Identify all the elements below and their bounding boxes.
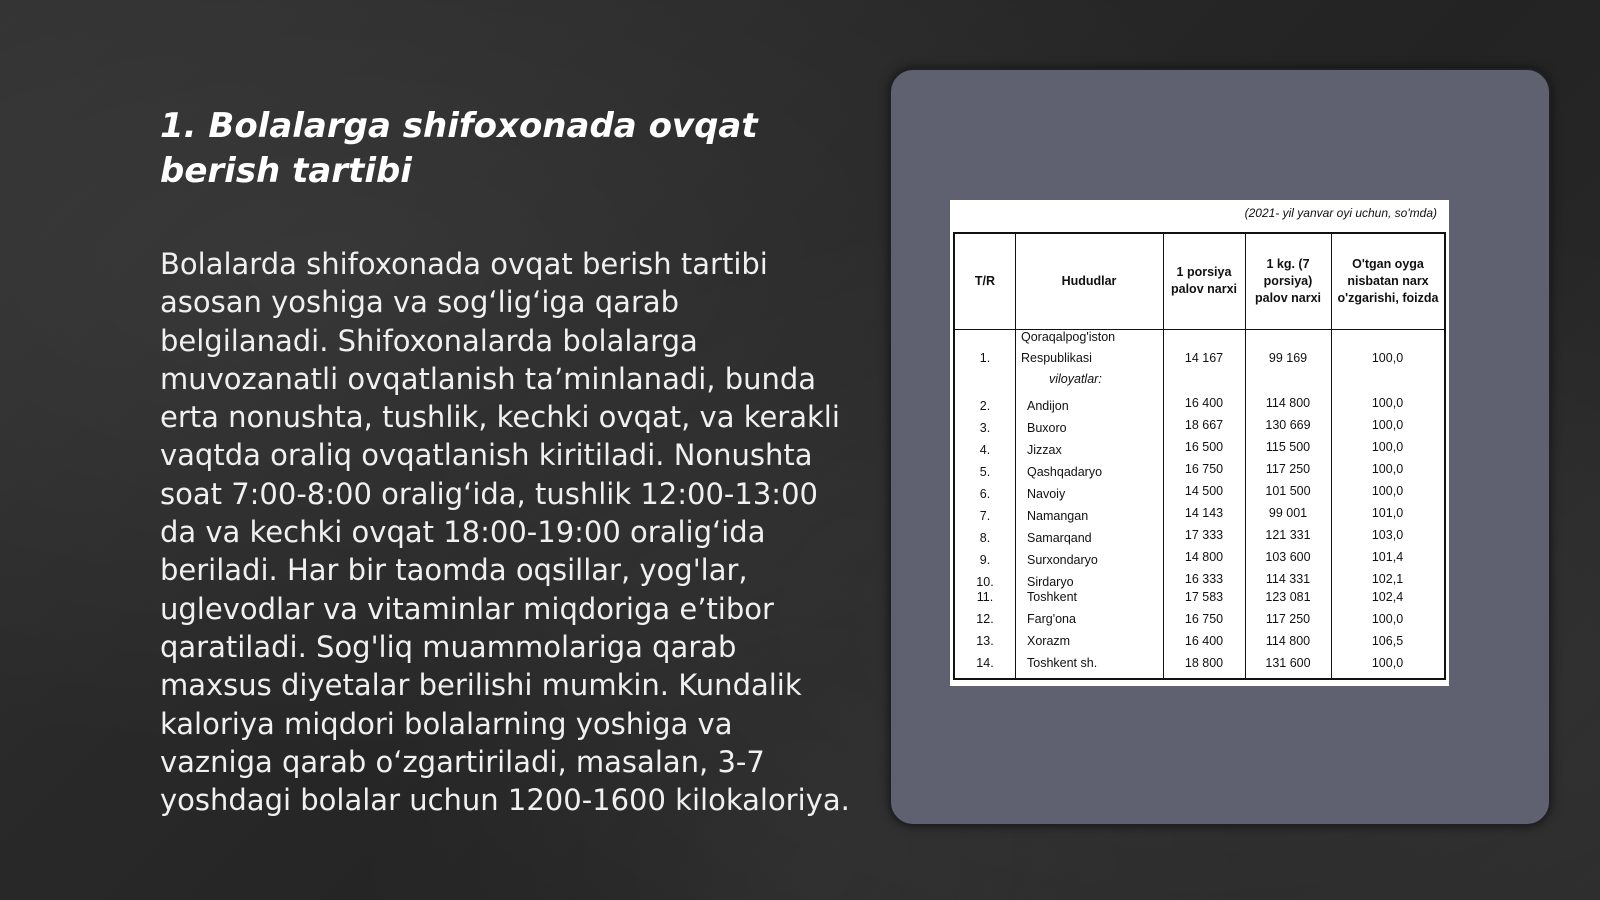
row-number: 8. bbox=[979, 531, 991, 545]
price-change: 100,0 bbox=[1371, 656, 1404, 670]
price-change: 100,0 bbox=[1371, 440, 1404, 454]
header-change: O'tgan oyga nisbatan narx o'zgarishi, foizda bbox=[1337, 256, 1439, 305]
table-row bbox=[955, 481, 1444, 501]
kg-price: 117 250 bbox=[1265, 612, 1311, 626]
portion-price: 18 800 bbox=[1184, 656, 1224, 670]
table-row bbox=[955, 525, 1444, 545]
price-change: 102,1 bbox=[1371, 572, 1404, 586]
kg-price: 117 250 bbox=[1265, 462, 1311, 476]
region-name: Buxoro bbox=[1027, 421, 1067, 435]
price-change: 100,0 bbox=[1371, 351, 1404, 365]
row-number: 12. bbox=[976, 612, 994, 626]
table-subheading: viloyatlar: bbox=[1049, 372, 1102, 386]
portion-price: 18 667 bbox=[1184, 418, 1224, 432]
price-change: 100,0 bbox=[1371, 418, 1404, 432]
portion-price: 17 583 bbox=[1184, 590, 1224, 604]
table-row bbox=[955, 631, 1444, 651]
slide-body-text: Bolalarda shifoxonada ovqat berish tartibi asosan yoshiga va sog‘lig‘iga qarab belgilanadi. Shifoxonalarda bolalarga muvozanatli ovqatlanish ta’minlanadi, bunda erta nonushta, tushlik, kechki ovqat, va kerakli vaqtda oraliq ovqatlanish kiritiladi. Nonushta soat 7:00-8:00 oralig‘ida, tushlik 12:00-13:00 da va kechki ovqat 18:00-19:00 oralig‘ida beriladi. Har bir taomda oqsillar, yog'lar, uglevodlar va vitaminlar miqdoriga e’tibor qaratiladi. Sog'liq muammolariga qarab maxsus diyetalar berilishi mumkin. Kundalik kaloriya miqdori bolalarning yoshiga va vazniga qarab o‘zgartiriladi, masalan, 3-7 yoshdagi bolalar uchun 1200-1600 kilokaloriya. bbox=[160, 247, 850, 818]
price-change: 101,0 bbox=[1371, 506, 1404, 520]
portion-price: 17 333 bbox=[1184, 528, 1224, 542]
region-line1: Qoraqalpog'iston bbox=[1021, 330, 1116, 344]
region-name: Navoiy bbox=[1027, 487, 1066, 501]
row-number: 13. bbox=[976, 634, 994, 648]
portion-price: 14 167 bbox=[1184, 351, 1224, 365]
table-caption: (2021- yil yanvar oyi uchun, so'mda) bbox=[1244, 206, 1437, 220]
kg-price: 131 600 bbox=[1265, 656, 1311, 670]
region-line2: Respublikasi bbox=[1021, 351, 1092, 365]
row-number: 6. bbox=[979, 487, 991, 501]
kg-price: 114 800 bbox=[1265, 396, 1311, 410]
kg-price: 123 081 bbox=[1265, 590, 1311, 604]
portion-price: 14 800 bbox=[1184, 550, 1224, 564]
portion-price: 14 143 bbox=[1184, 506, 1224, 520]
region-name: Farg'ona bbox=[1027, 612, 1076, 626]
region-name: Qashqadaryo bbox=[1027, 465, 1103, 479]
price-change: 100,0 bbox=[1371, 396, 1404, 410]
portion-price: 16 400 bbox=[1184, 396, 1224, 410]
price-change: 100,0 bbox=[1371, 612, 1404, 626]
price-change: 100,0 bbox=[1371, 462, 1404, 476]
header-kg-price: 1 kg. (7 porsiya) palov narxi bbox=[1255, 256, 1321, 305]
kg-price: 99 169 bbox=[1268, 351, 1308, 365]
table-row bbox=[955, 437, 1444, 457]
price-change: 102,4 bbox=[1371, 590, 1404, 604]
kg-price: 99 001 bbox=[1268, 506, 1308, 520]
price-table-image bbox=[950, 200, 1449, 686]
portion-price: 16 750 bbox=[1184, 612, 1224, 626]
price-change: 101,4 bbox=[1371, 550, 1404, 564]
table-row bbox=[955, 547, 1444, 567]
row-number: 9. bbox=[979, 553, 991, 567]
region-name: Sirdaryo bbox=[1027, 575, 1074, 589]
row-number: 11. bbox=[976, 590, 994, 604]
table-row bbox=[955, 393, 1444, 413]
portion-price: 14 500 bbox=[1184, 484, 1224, 498]
header-tr: T/R bbox=[974, 273, 996, 288]
row-number: 5. bbox=[979, 465, 991, 479]
region-name: Namangan bbox=[1027, 509, 1089, 523]
region-name: Jizzax bbox=[1027, 443, 1062, 457]
row-number: 14. bbox=[976, 656, 994, 670]
portion-price: 16 333 bbox=[1184, 572, 1224, 586]
price-table bbox=[953, 232, 1446, 680]
region-name: Xorazm bbox=[1027, 634, 1071, 648]
row-number: 3. bbox=[979, 421, 991, 435]
row-number: 10. bbox=[976, 575, 994, 589]
region-name: Toshkent sh. bbox=[1027, 656, 1098, 670]
table-row bbox=[955, 503, 1444, 523]
table-header bbox=[955, 234, 1444, 330]
row-number: 2. bbox=[979, 399, 991, 413]
portion-price: 16 400 bbox=[1184, 634, 1224, 648]
table-row bbox=[955, 415, 1444, 435]
row-number: 7. bbox=[979, 509, 991, 523]
region-name: Samarqand bbox=[1027, 531, 1092, 545]
portion-price: 16 500 bbox=[1184, 440, 1224, 454]
table-row bbox=[955, 609, 1444, 629]
table-row bbox=[955, 569, 1444, 589]
portion-price: 16 750 bbox=[1184, 462, 1224, 476]
kg-price: 121 331 bbox=[1265, 528, 1311, 542]
region-name: Andijon bbox=[1027, 399, 1069, 413]
price-change: 103,0 bbox=[1371, 528, 1404, 542]
kg-price: 115 500 bbox=[1265, 440, 1311, 454]
price-change: 100,0 bbox=[1371, 484, 1404, 498]
row-number: 1. bbox=[979, 351, 991, 365]
region-name: Surxondaryo bbox=[1027, 553, 1098, 567]
kg-price: 103 600 bbox=[1265, 550, 1311, 564]
kg-price: 130 669 bbox=[1265, 418, 1311, 432]
price-change: 106,5 bbox=[1371, 634, 1404, 648]
row-number: 4. bbox=[979, 443, 991, 457]
kg-price: 114 800 bbox=[1265, 634, 1311, 648]
kg-price: 114 331 bbox=[1265, 572, 1311, 586]
table-row bbox=[955, 459, 1444, 479]
slide-title: 1. Bolalarga shifoxonada ovqat berish tartibi bbox=[160, 106, 758, 191]
header-portion-price: 1 porsiya palov narxi bbox=[1171, 265, 1237, 296]
kg-price: 101 500 bbox=[1265, 484, 1311, 498]
region-name: Toshkent bbox=[1027, 590, 1078, 604]
table-row bbox=[955, 587, 1444, 607]
header-regions: Hududlar bbox=[1061, 273, 1117, 288]
table-row bbox=[955, 653, 1444, 673]
